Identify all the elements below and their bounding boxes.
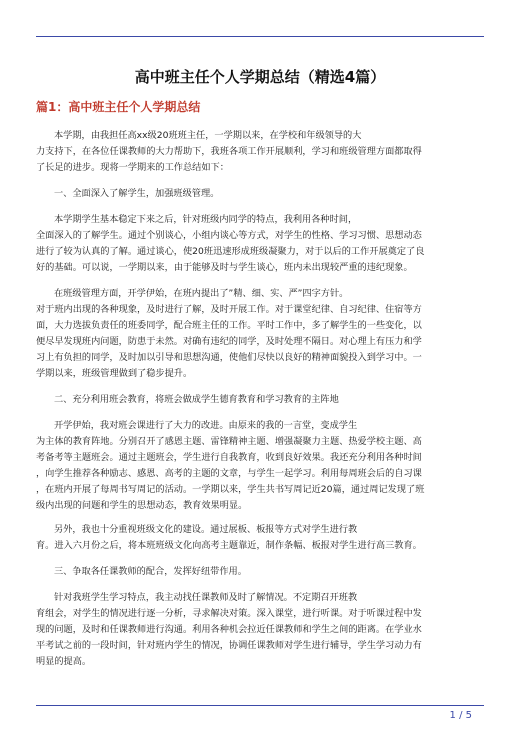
bottom-rule bbox=[36, 705, 484, 706]
paragraph-4 bbox=[36, 418, 484, 514]
text-line: 进行了较为认真的了解。通过谈心，使20班迅速形成班级凝聚力，对于以后的工作开展奠定了良 bbox=[36, 246, 425, 257]
text-line: 学期以来，班级管理做到了稳步提升。 bbox=[36, 368, 193, 379]
text-line: 另外，我也十分重视班级文化的建设。通过展板、板报等方式对学生进行教 bbox=[54, 524, 358, 535]
text-line: 级内出现的问题和学生的思想动态，教育效果明显。 bbox=[36, 500, 248, 511]
text-line: 力支持下，在各位任课教师的大力帮助下，我班各项工作开展顺利，学习和班级管理方面都取得 bbox=[36, 146, 422, 157]
text-line: 习上有负担的同学，及时加以引导和思想沟通，使他们尽快以良好的精神面貌投入到学习中。一 bbox=[36, 352, 422, 363]
section-heading: 篇1：高中班主任个人学期总结 bbox=[36, 100, 201, 114]
page-number: 1 / 5 bbox=[449, 710, 472, 721]
text-line: 对于班内出现的各种现象，及时进行了解，及时开展工作。对于课堂纪律、自习纪律、住宿等方 bbox=[36, 304, 422, 315]
text-line: 本学期学生基本稳定下来之后，针对班级内同学的特点，我利用各种时间， bbox=[54, 214, 358, 225]
text-line: ，向学生推荐各种励志、感恩、高考的主题的文章，与学生一起学习。利用每周班会后的自习课 bbox=[36, 468, 422, 479]
subheading-2: 二、充分利用班会教育，将班会做成学生德育教育和学习教育的主阵地 bbox=[54, 394, 339, 405]
text-line: 面，大力选拔负责任的班委同学，配合班主任的工作。平时工作中，多了解学生的一些变化，以 bbox=[36, 320, 422, 331]
paragraph-intro bbox=[36, 128, 484, 176]
text-line: 全面深入的了解学生。通过个别谈心，小组内谈心等方式，对学生的性格、学习习惯、思想动态 bbox=[36, 230, 422, 241]
subheading-1: 一、全面深入了解学生，加强班级管理。 bbox=[54, 188, 220, 199]
paragraph-6 bbox=[36, 590, 484, 670]
paragraph-2 bbox=[36, 212, 484, 276]
text-line: 为主体的教育阵地。分别召开了感恩主题、雷锋精神主题、增强凝聚力主题、热爱学校主题、高 bbox=[36, 436, 422, 447]
subheading-3: 三、争取各任课教师的配合，发挥好纽带作用。 bbox=[54, 566, 247, 577]
text-line: ，在班内开展了每周书写周记的活动。一学期以来，学生共书写周记近20篇，通过周记发现了班 bbox=[36, 484, 425, 495]
text-line: 针对我班学生学习特点，我主动找任课教师及时了解情况。不定期召开班教 bbox=[54, 592, 358, 603]
text-line: 平考试之前的一段时间，针对班内学生的情况，协调任课教师对学生进行辅导，学生学习动力有 bbox=[36, 640, 422, 651]
text-line: 了长足的进步。现将一学期来的工作总结如下： bbox=[36, 162, 229, 173]
document-title: 高中班主任个人学期总结（精选4篇） bbox=[134, 68, 386, 86]
text-line: 现的问题，及时和任课教师进行沟通。利用各种机会拉近任课教师和学生之间的距离。在学业水 bbox=[36, 624, 422, 635]
text-line: 育组会，对学生的情况进行逐一分析，寻求解决对策。深入课堂，进行听课。对于听课过程中发 bbox=[36, 608, 422, 619]
text-line: 明显的提高。 bbox=[36, 656, 92, 667]
text-line: 便尽早发现班内问题，防患于未然。对确有违纪的同学，及时处理不隔日。对心理上有压力和学 bbox=[36, 336, 422, 347]
text-line: 好的基础。可以说，一学期以来，由于能够及时与学生谈心，班内未出现较严重的违纪现象。 bbox=[36, 262, 413, 273]
top-rule bbox=[36, 36, 484, 37]
paragraph-5 bbox=[36, 522, 484, 554]
text-line: 开学伊始，我对班会课进行了大力的改进。由原来的我的一言堂，变成学生 bbox=[54, 420, 358, 431]
text-line: 育。进入六月份之后，将本班班级文化向高考主题靠近，制作条幅、板报对学生进行高三教育。 bbox=[36, 540, 422, 551]
text-line: 考备考等主题班会。通过主题班会，学生进行自我教育，收到良好效果。我还充分利用各种时间 bbox=[36, 452, 422, 463]
paragraph-3 bbox=[36, 286, 484, 382]
text-line: 本学期，由我担任高xx级20班班主任，一学期以来，在学校和年级领导的大 bbox=[54, 130, 362, 141]
text-line: 在班级管理方面，开学伊始，在班内提出了”精、细、实、严”四字方针。 bbox=[54, 288, 349, 299]
document-body bbox=[36, 128, 484, 670]
